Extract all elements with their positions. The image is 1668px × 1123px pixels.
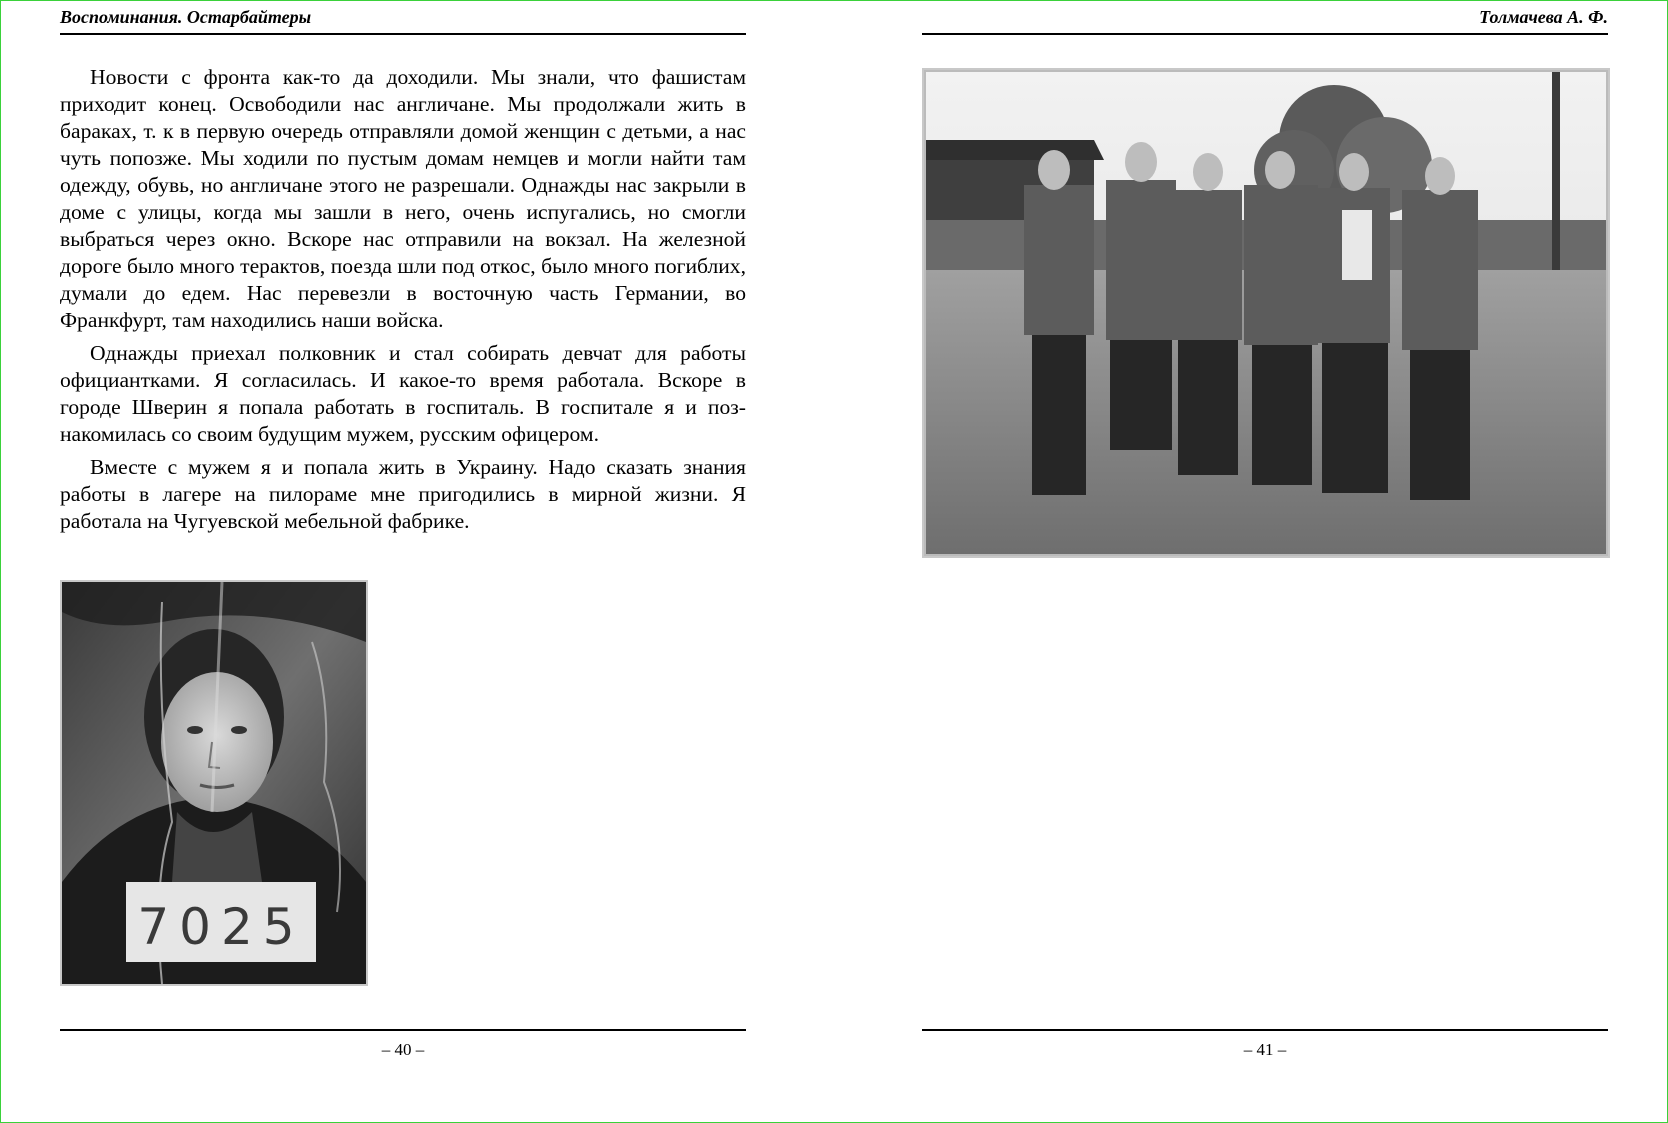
footer-rule <box>60 1029 746 1031</box>
footer-rule <box>922 1029 1608 1031</box>
group-photo <box>922 68 1610 558</box>
body-text <box>60 64 746 541</box>
header-rule <box>60 33 746 35</box>
running-header-right: Толмачева А. Ф. <box>1479 7 1608 27</box>
right-page <box>922 0 1608 1123</box>
portrait-photo <box>60 580 368 986</box>
running-header-left: Воспоминания. Остарбайтеры <box>60 7 312 27</box>
paragraph-3: Вместе с мужем я и попала жить в Украину. Надо сказать знания работы в лагере на пилораме мне пригодились в мирной жизни. Я работала на Чугуевской мебельной фабрике. <box>60 455 746 533</box>
page-number-right: – 41 – <box>1243 1040 1287 1059</box>
header-rule <box>922 33 1608 35</box>
paragraph-2: Однажды приехал полковник и стал собирать девчат для работы официантками. Я согласилась. И какое-то время работала. Вскоре в городе Шверин я попала работать в госпиталь. В госпитале я и познакомилась со своим будущим мужем, русским офицером. <box>60 341 746 446</box>
left-page <box>60 0 746 1123</box>
photo-number-sign: 7025 <box>137 898 305 956</box>
page-number-left: – 40 – <box>381 1040 425 1059</box>
paragraph-1: Новости с фронта как-то да доходили. Мы знали, что фашистам приходит конец. Освободили нас англичане. Мы продолжали жить в бараках, т. к в первую очередь отправляли домой женщин с детьми, а нас чуть попозже. Мы ходили по пустым домам немцев и могли найти там одежду, обувь, но англичане этого не разрешали. Однажды нас закрыли в доме с улицы, когда мы зашли в него, очень испугались, но смогли выбраться через окно. Вскоре нас отправили на вокзал. На железной дороге было много терактов, поезда шли под откос, было много погиблих, думали до едем. Нас перевезли в восточную часть Германии, во Франкфурт, там находились наши войска. <box>60 65 746 332</box>
